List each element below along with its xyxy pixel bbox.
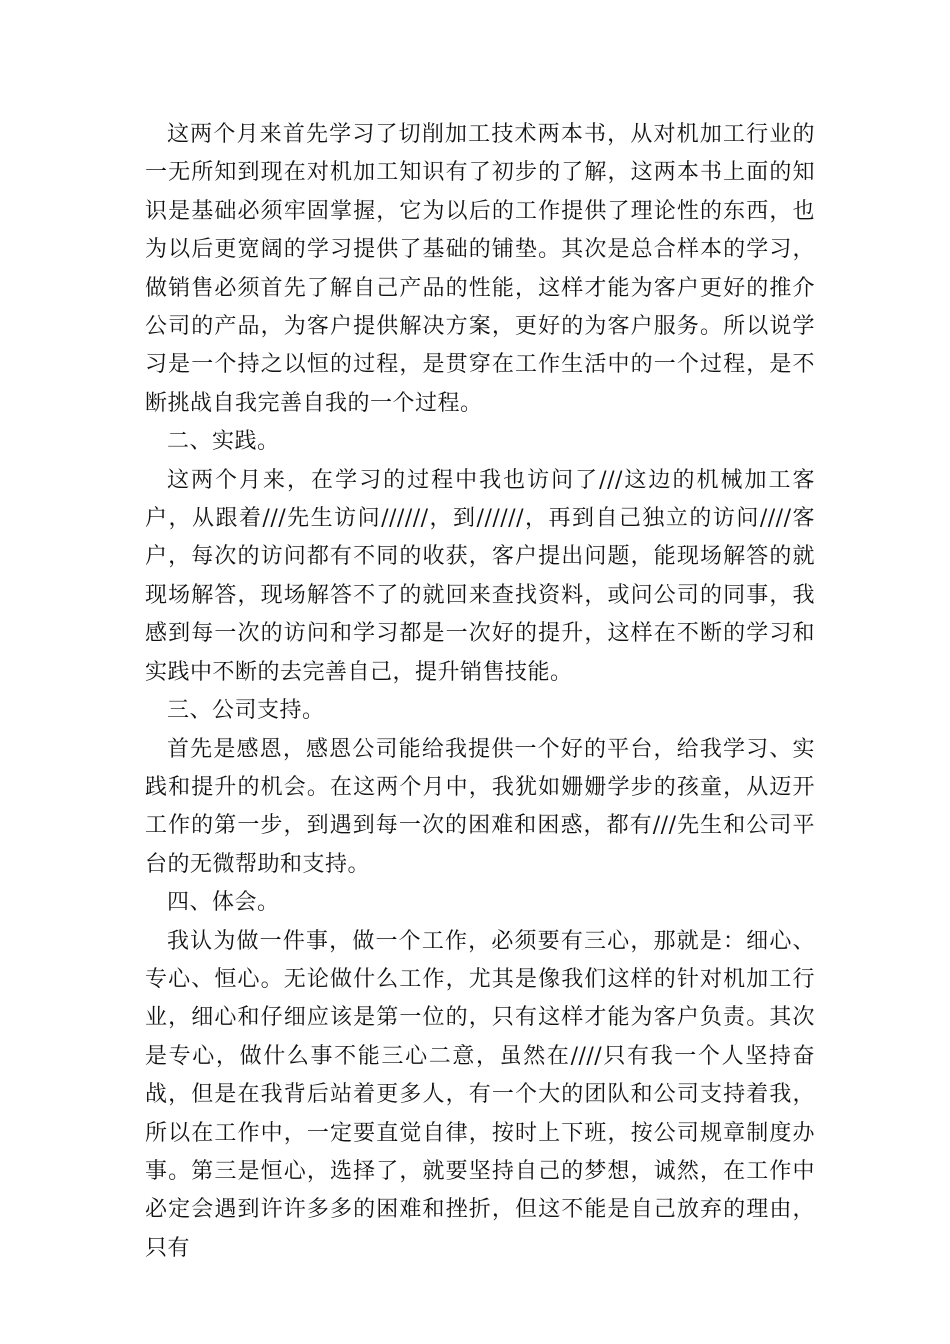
section-heading-company-support: 三、公司支持。 [167,698,325,724]
document-page [145,116,815,1268]
paragraph-company-support: 首先是感恩，感恩公司能给我提供一个好的平台，给我学习、实践和提升的机会。在这两个月中，我犹如姗姗学步的孩童，从迈开工作的第一步，到遇到每一次的困难和困惑，都有///先生和公司平台的无微帮助和支持。 [145,736,815,877]
section-heading-practice: 二、实践。 [167,429,280,455]
section-heading-experience: 四、体会。 [167,890,280,916]
paragraph-practice: 这两个月来，在学习的过程中我也访问了///这边的机械加工客户，从跟着///先生访问//////，到//////，再到自己独立的访问////客户，每次的访问都有不同的收获，客户提出问题，能现场解答的就现场解答，现场解答不了的就回来查找资料，或问公司的同事，我感到每一次的访问和学习都是一次好的提升，这样在不断的学习和实践中不断的去完善自己，提升销售技能。 [145,467,815,685]
paragraph-experience: 我认为做一件事，做一个工作，必须要有三心，那就是：细心、专心、恒心。无论做什么工作，尤其是像我们这样的针对机加工行业，细心和仔细应该是第一位的，只有这样才能为客户负责。其次是专心，做什么事不能三心二意，虽然在////只有我一个人坚持奋战，但是在我背后站着更多人，有一个大的团队和公司支持着我，所以在工作中，一定要直觉自律，按时上下班，按公司规章制度办事。第三是恒心，选择了，就要坚持自己的梦想，诚然，在工作中必定会遇到许许多多的困难和挫折，但这不能是自己放弃的理由，只有 [145,928,815,1261]
paragraph-learning: 这两个月来首先学习了切削加工技术两本书，从对机加工行业的一无所知到现在对机加工知识有了初步的了解，这两本书上面的知识是基础必须牢固掌握，它为以后的工作提供了理论性的东西，也为以后更宽阔的学习提供了基础的铺垫。其次是总合样本的学习，做销售必须首先了解自己产品的性能，这样才能为客户更好的推介公司的产品，为客户提供解决方案，更好的为客户服务。所以说学习是一个持之以恒的过程，是贯穿在工作生活中的一个过程，是不断挑战自我完善自我的一个过程。 [145,122,815,416]
